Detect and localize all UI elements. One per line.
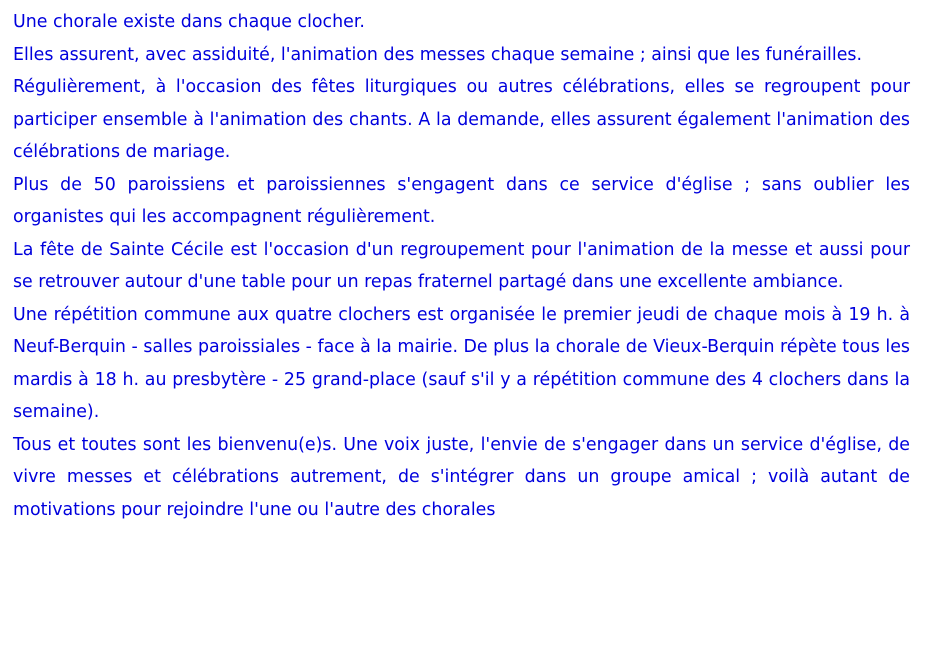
paragraph-fetes-liturgiques: Régulièrement, à l'occasion des fêtes liturgiques ou autres célébrations, elles se regroupent pour participer ensemble à l'animation des chants. A la demande, elles assurent également l'animation des célébrations de mariage. xyxy=(13,77,910,162)
paragraph-sainte-cecile: La fête de Sainte Cécile est l'occasion d'un regroupement pour l'animation de la messe et aussi pour se retrouver autour d'une table pour un repas fraternel partagé dans une excellente ambiance. xyxy=(13,239,910,292)
paragraph-repetitions: Une répétition commune aux quatre clochers est organisée le premier jeudi de chaque mois à 19 h. à Neuf-Berquin - salles paroissiales - face à la mairie. De plus la chorale de Vieux-Berquin répète tous les mardis à 18 h. au presbytère - 25 grand-place (sauf s'il y a répétition commune des 4 clochers dans la semaine). xyxy=(13,304,910,422)
paragraph-bienvenue: Tous et toutes sont les bienvenu(e)s. Une voix juste, l'envie de s'engager dans un service d'église, de vivre messes et célébrations autrement, de s'intégrer dans un groupe amical ; voilà autant de motivations pour rejoindre l'une ou l'autre des chorales xyxy=(13,434,910,520)
paragraph-paroissiens: Plus de 50 paroissiens et paroissiennes s'engagent dans ce service d'église ; sans oublier les organistes qui les accompagnent régulièrement. xyxy=(13,174,910,227)
paragraph-messes-funerailles: Elles assurent, avec assiduité, l'animation des messes chaque semaine ; ainsi que les funérailles. xyxy=(13,44,862,65)
paragraph-chorale-existence: Une chorale existe dans chaque clocher. xyxy=(13,12,365,32)
